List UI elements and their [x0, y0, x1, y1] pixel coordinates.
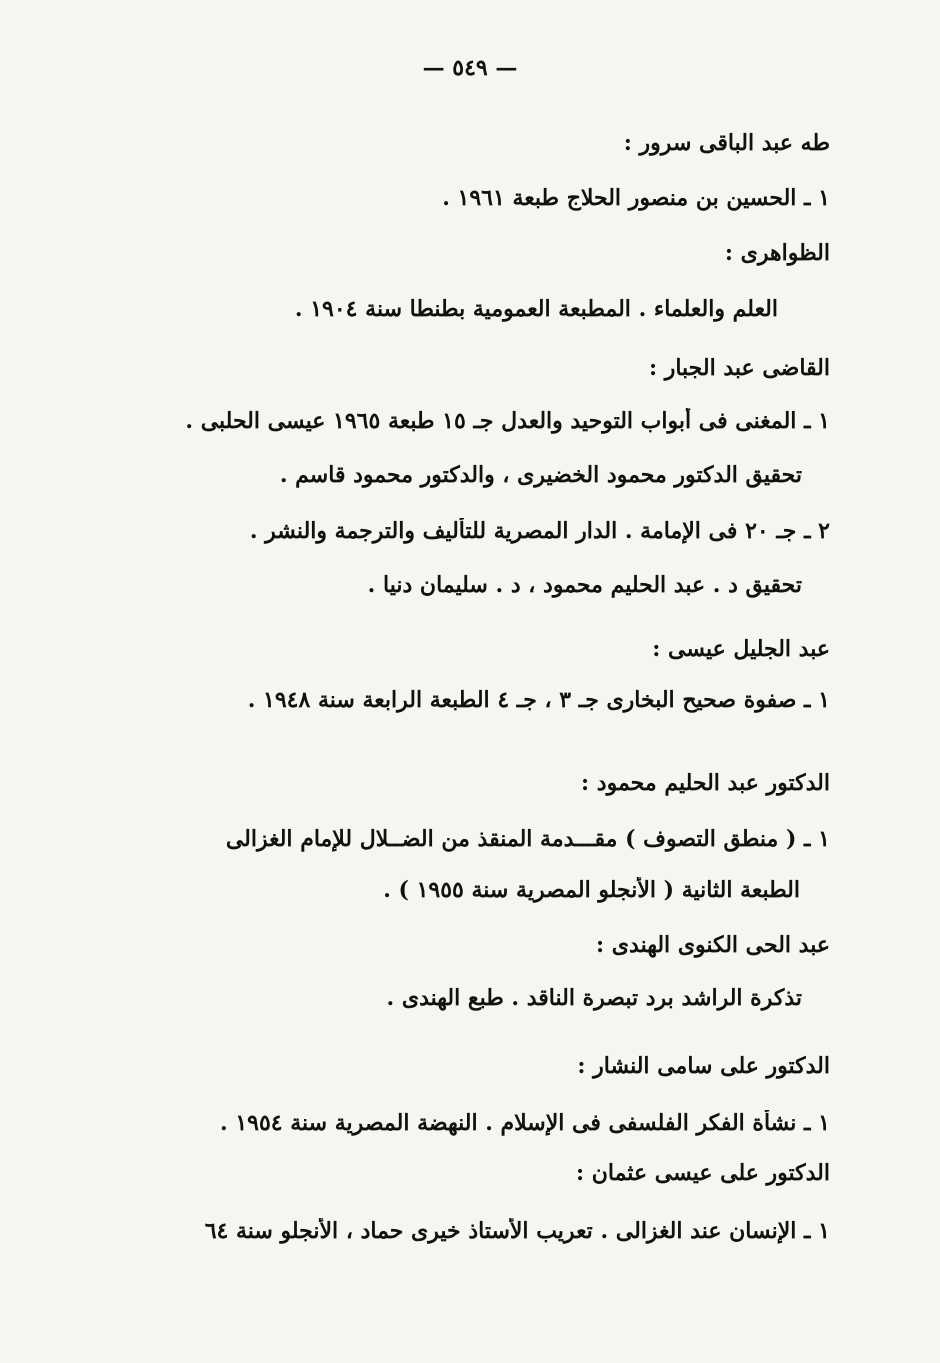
bibliography-entry-continued: الطبعة الثانية ( الأنجلو المصرية سنة ١٩٥٥ ) . [383, 877, 800, 903]
page-number: — ٥٤٩ — [422, 55, 518, 81]
author-heading: عبد الجليل عيسى : [652, 636, 830, 662]
author-heading: عبد الحى الكنوى الهندى : [596, 932, 830, 958]
author-heading: الدكتور عبد الحليم محمود : [581, 770, 830, 796]
bibliography-entry: ١ ـ الحسين بن منصور الحلاج طبعة ١٩٦١ . [442, 185, 830, 211]
bibliography-entry: ٢ ـ جـ ٢٠ فى الإمامة . الدار المصرية للتأليف والترجمة والنشر . [249, 518, 830, 544]
author-heading: طه عبد الباقى سرور : [623, 130, 830, 156]
author-heading: القاضى عبد الجبار : [648, 355, 830, 381]
bibliography-entry: ١ ـ ( منطق التصوف ) مقـــدمة المنقذ من الضــلال للإمام الغزالى [225, 826, 830, 852]
bibliography-entry-continued: تحقيق د . عبد الحليم محمود ، د . سليمان دنيا . [367, 572, 802, 598]
bibliography-entry-continued: تحقيق الدكتور محمود الخضيرى ، والدكتور محمود قاسم . [279, 462, 802, 488]
bibliography-entry: ١ ـ الإنسان عند الغزالى . تعريب الأستاذ خيرى حماد ، الأنجلو سنة ٦٤ [204, 1218, 830, 1244]
bibliography-entry: تذكرة الراشد برد تبصرة الناقد . طبع الهندى . [386, 985, 802, 1011]
author-heading: الدكتور على عيسى عثمان : [575, 1160, 830, 1186]
bibliography-entry: ١ ـ المغنى فى أبواب التوحيد والعدل جـ ١٥ طبعة ١٩٦٥ عيسى الحلبى . [185, 408, 830, 434]
bibliography-entry: ١ ـ صفوة صحيح البخارى جـ ٣ ، جـ ٤ الطبعة الرابعة سنة ١٩٤٨ . [247, 687, 830, 713]
author-heading: الظواهرى : [724, 240, 830, 266]
author-heading: الدكتور على سامى النشار : [577, 1053, 830, 1079]
bibliography-entry: ١ ـ نشأة الفكر الفلسفى فى الإسلام . النهضة المصرية سنة ١٩٥٤ . [219, 1110, 830, 1136]
bibliography-entry: العلم والعلماء . المطبعة العمومية بطنطا سنة ١٩٠٤ . [294, 296, 778, 322]
